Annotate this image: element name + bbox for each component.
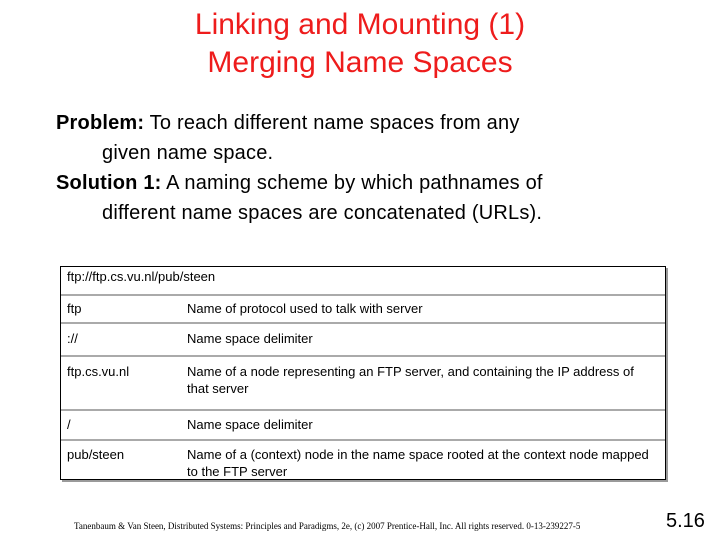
url-part-term: / [61, 410, 179, 440]
solution-label: Solution 1: [56, 172, 162, 194]
footer-citation: Tanenbaum & Van Steen, Distributed Systems: Principles and Paradigms, 2e, (c) 2007 Prentice-Hall, Inc. All rights reserved. 0-13-239227-5 [74, 521, 581, 531]
problem-paragraph [56, 108, 696, 168]
url-part-definition: Name space delimiter [179, 323, 665, 356]
table-row [61, 323, 665, 356]
slide-title-line1: Linking and Mounting (1) [194, 8, 526, 41]
url-part-term: :// [61, 323, 179, 356]
table-row [61, 295, 665, 323]
solution-text-line2: different name spaces are concatenated (URLs). [102, 202, 543, 224]
url-parts-table [61, 294, 665, 490]
url-part-definition: Name of protocol used to talk with server [179, 295, 665, 323]
table-row [61, 410, 665, 440]
url-part-definition: Name of a (context) node in the name space rooted at the context node mapped to the FTP server [179, 440, 665, 490]
problem-text-line1: To reach different name spaces from any [144, 112, 520, 134]
url-part-term: pub/steen [61, 440, 179, 490]
problem-text-line2: given name space. [102, 142, 274, 164]
solution-paragraph [56, 168, 696, 228]
table-row [61, 440, 665, 490]
slide-title-line2: Merging Name Spaces [207, 46, 513, 79]
slide-number: 5.16 [666, 510, 705, 532]
table-row [61, 356, 665, 410]
problem-label: Problem: [56, 112, 145, 134]
slide-title [0, 6, 720, 82]
url-part-term: ftp.cs.vu.nl [61, 356, 179, 410]
url-part-term: ftp [61, 295, 179, 323]
solution-text-line1: A naming scheme by which pathnames of [161, 172, 543, 194]
url-part-definition: Name space delimiter [179, 410, 665, 440]
bullet-list [56, 108, 696, 228]
url-example: ftp://ftp.cs.vu.nl/pub/steen [67, 269, 216, 284]
url-part-definition: Name of a node representing an FTP server, and containing the IP address of that server [179, 356, 665, 410]
url-breakdown-box [60, 266, 666, 480]
